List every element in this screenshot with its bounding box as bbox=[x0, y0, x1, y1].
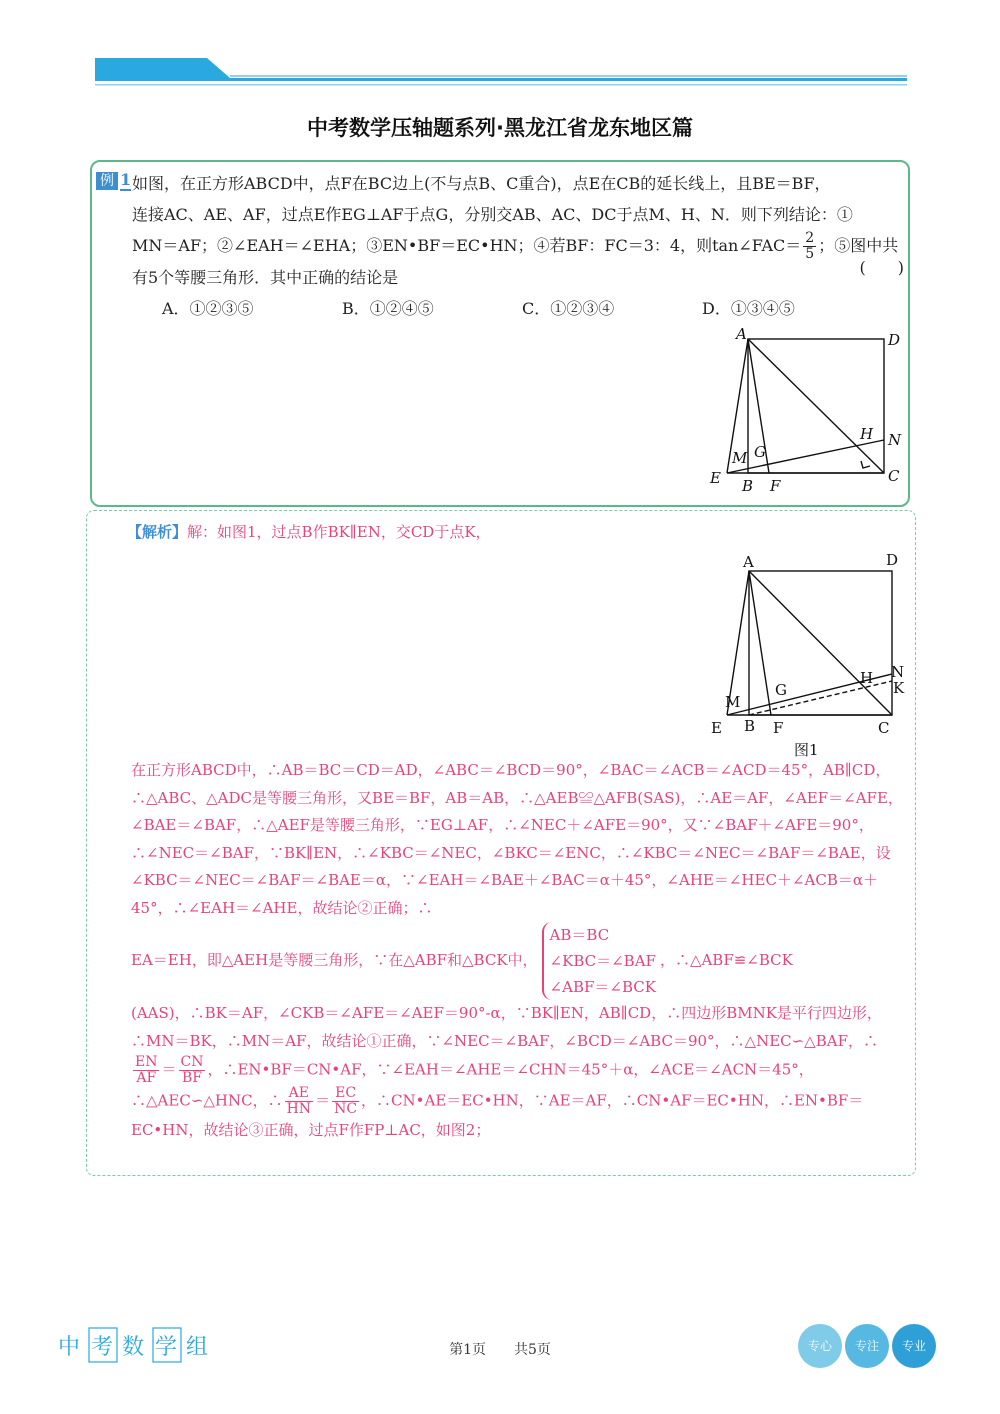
solution-paragraph: 在正方形ABCD中，∴AB＝BC＝CD＝AD，∠ABC＝∠BCD＝90°，∠BAC＝∠ACB＝∠ACD＝45°，AB∥CD，∴△ABC、△ADC是等腰三角形，又BE＝BF，AB＝AB，∴△AEB≌△AFB(SAS)，∴AE＝AF，∠AEF＝∠AFE，∠BAE＝∠BAF，∴△AEF是等腰三角形，∵EG⊥AF，∴∠NEC＋∠AFE＝90°，又∵∠BAF＋∠AFE＝90°，∴∠NEC＝∠BAF，∵BK∥EN，∴∠KBC＝∠NEC，∠BKC＝∠ENC，∴∠KBC＝∠NEC＝∠BAF＝∠BAE，设∠KBC＝∠NEC＝∠BAF＝∠BAE＝α，∵∠EAH＝∠BAE＋∠BAC＝α＋45°，∠AHE＝∠HEC＋∠ACB＝α＋45°，∴∠EAH＝∠AHE，故结论②正确；∴ bbox=[131, 761, 903, 917]
solution-box bbox=[86, 510, 916, 1176]
badge: 专业 bbox=[901, 1339, 927, 1353]
label-a: A bbox=[743, 553, 754, 571]
label-h: H bbox=[860, 669, 874, 687]
label-d: D bbox=[888, 331, 901, 349]
fraction: $\frac{EC}{NC}$ bbox=[334, 1085, 358, 1117]
question-line: 如图，在正方形ABCD中，点F在BC边上(不与点B、C重合)，点E在CB的延长线上，且BE＝BF， bbox=[132, 174, 831, 193]
example-number: 1 bbox=[120, 170, 132, 189]
option-b: B．①②④⑤ bbox=[342, 299, 434, 318]
badge: 专注 bbox=[854, 1339, 880, 1353]
figure-caption: 图1 bbox=[794, 741, 819, 759]
option-a: A．①②③⑤ bbox=[162, 299, 254, 318]
label-e: E bbox=[711, 719, 722, 737]
equation-system: AB＝BC ∠KBC＝∠BAF ∠ABF＝∠BCK bbox=[542, 922, 656, 1000]
solution-text: 在正方形ABCD中，∴AB＝BC＝CD＝AD，∠ABC＝∠BCD＝90°，∠BAC＝∠ACB＝∠ACD＝45°，AB∥CD，∴△ABC、△ADC是等腰三角形，又BE＝BF，AB＝AB，∴△AEB≌△AFB(SAS)，∴AE＝AF，∠AEF＝∠AFE，∠BAE＝∠BAF，∴△AEF是等腰三角形，∵EG⊥AF，∴∠NEC＋∠AFE＝90°，又∵∠BAF＋∠AFE＝90°，∴∠NEC＝∠BAF，∵BK∥EN，∴∠KBC＝∠NEC，∠BKC＝∠ENC，∴∠KBC＝∠NEC＝∠BAF＝∠BAE，设∠KBC＝∠NEC＝∠BAF＝∠BAE＝α，∵∠EAH＝∠BAE＋∠BAC＝α＋45°，∠AHE＝∠HEC＋∠ACB＝α＋45°，∴∠EAH＝∠AHE，故结论②正确；∴ EA＝EH，即△AEH是等腰三角形，∵在△ABF和△BCK中， AB＝BC ∠KBC＝∠BAF ∠ABF＝∠BCK ，∴△ABF≌∠BCK (AAS)，∴BK＝AF，∠CKB＝∠AFE＝∠AEF＝90°-α，∵BK∥EN，AB∥CD，∴四边形BMNK是平行四边形，∴MN＝BK，∴MN＝AF，故结论①正确，∵∠NEC＝∠BAF，∠BCD＝∠ABC＝90°，∴△NEC∽△BAF，∴ $\frac{EN}{AF}$ ＝ $\frac{CN}{BF}$ ，∴EN•BF＝CN•AF，∵∠EAH＝∠AHE＝∠CHN＝45°＋α，∠ACE＝∠ACN＝45°，∴△AEC∽△HNC，∴ $\frac{AE}{HN}$ ＝ $\frac{EC}{NC}$ ，∴CN•AE＝EC•HN，∵AE＝AF，∴CN•AF＝EC•HN，∴EN•BF＝EC•HN，故结论③正确，过点F作FP⊥AC，如图2； bbox=[131, 757, 907, 1145]
label-m: M bbox=[732, 449, 748, 467]
svg-text:学: 学 bbox=[155, 1335, 178, 1360]
page-title: 中考数学压轴题系列·黑龙江省龙东地区篇 bbox=[307, 116, 693, 140]
label-g: G bbox=[754, 443, 766, 461]
label-n: N bbox=[888, 431, 902, 449]
svg-text:组: 组 bbox=[186, 1335, 209, 1360]
label-n: N bbox=[891, 663, 905, 681]
solution-figure bbox=[705, 549, 915, 759]
question-line: 连接AC、AE、AF，过点E作EG⊥AF于点G，分别交AB、AC、DC于点M、H、N．则下列结论：① bbox=[132, 205, 853, 224]
svg-text:数: 数 bbox=[122, 1335, 145, 1360]
label-f: F bbox=[773, 719, 784, 737]
solution-paragraph: ，∴EN•BF＝CN•AF，∵∠EAH＝∠AHE＝∠CHN＝45°＋α，∠ACE＝∠ACN＝45°，∴△AEC∽△HNC，∴ bbox=[131, 1060, 814, 1110]
answer-paren: ( ) bbox=[859, 258, 904, 277]
label-d: D bbox=[886, 551, 899, 569]
question-box bbox=[90, 160, 910, 507]
solution-intro: 【解析】解：如图1，过点B作BK∥EN，交CD于点K， bbox=[127, 523, 491, 541]
label-c: C bbox=[888, 467, 900, 485]
label-b: B bbox=[744, 717, 756, 735]
solution-label: 【解析】 bbox=[127, 523, 188, 541]
label-f: F bbox=[770, 477, 781, 495]
fraction: $\frac{EN}{AF}$ bbox=[135, 1054, 158, 1086]
fraction: $\frac{CN}{BF}$ bbox=[180, 1054, 204, 1086]
label-a: A bbox=[736, 327, 747, 343]
example-label bbox=[96, 170, 131, 190]
header-bar bbox=[95, 58, 907, 88]
option-c: C．①②③④ bbox=[522, 299, 615, 318]
page-number: 第1页 共5页 bbox=[449, 1342, 551, 1358]
label-m: M bbox=[725, 693, 741, 711]
question-figure bbox=[702, 327, 1000, 497]
question-line: MN＝AF；②∠EAH＝∠EHA；③EN•BF＝EC•HN；④若BF：FC＝3：4，则tan∠FAC＝ $\frac{2}{5}$ ；⑤图中共 bbox=[132, 230, 899, 262]
solution-paragraph: ，∴CN•AE＝EC•HN，∵AE＝AF，∴CN•AF＝EC•HN，∴EN•BF＝EC•HN，故结论③正确，过点F作FP⊥AC，如图2； bbox=[131, 1091, 864, 1139]
label-k: K bbox=[893, 679, 905, 697]
fraction: $\frac{2}{5}$ bbox=[805, 230, 815, 262]
solution-system-line: EA＝EH，即△AEH是等腰三角形，∵在△ABF和△BCK中， AB＝BC ∠KBC＝∠BAF ∠ABF＝∠BCK ，∴△ABF≌∠BCK bbox=[131, 922, 907, 1000]
options bbox=[162, 296, 902, 319]
question-line: 有5个等腰三角形．其中正确的结论是 bbox=[132, 268, 399, 287]
solution-paragraph: (AAS)，∴BK＝AF，∠CKB＝∠AFE＝∠AEF＝90°-α，∵BK∥EN，AB∥CD，∴四边形BMNK是平行四边形，∴MN＝BK，∴MN＝AF，故结论①正确，∵∠NEC＝∠BAF，∠BCD＝∠ABC＝90°，∴△NEC∽△BAF，∴ bbox=[131, 1004, 882, 1050]
label-c: C bbox=[878, 719, 890, 737]
label-g: G bbox=[775, 681, 787, 699]
footer-badges bbox=[796, 1322, 946, 1372]
fraction: $\frac{AE}{HN}$ bbox=[286, 1085, 312, 1117]
svg-text:考: 考 bbox=[91, 1335, 114, 1360]
example-tag: 例 bbox=[96, 172, 118, 190]
option-d: D．①③④⑤ bbox=[702, 299, 795, 318]
label-h: H bbox=[860, 425, 874, 443]
question-text bbox=[132, 168, 904, 293]
svg-text:中: 中 bbox=[58, 1335, 81, 1360]
label-e: E bbox=[710, 469, 721, 487]
badge: 专心 bbox=[807, 1339, 833, 1353]
label-b: B bbox=[742, 477, 754, 495]
